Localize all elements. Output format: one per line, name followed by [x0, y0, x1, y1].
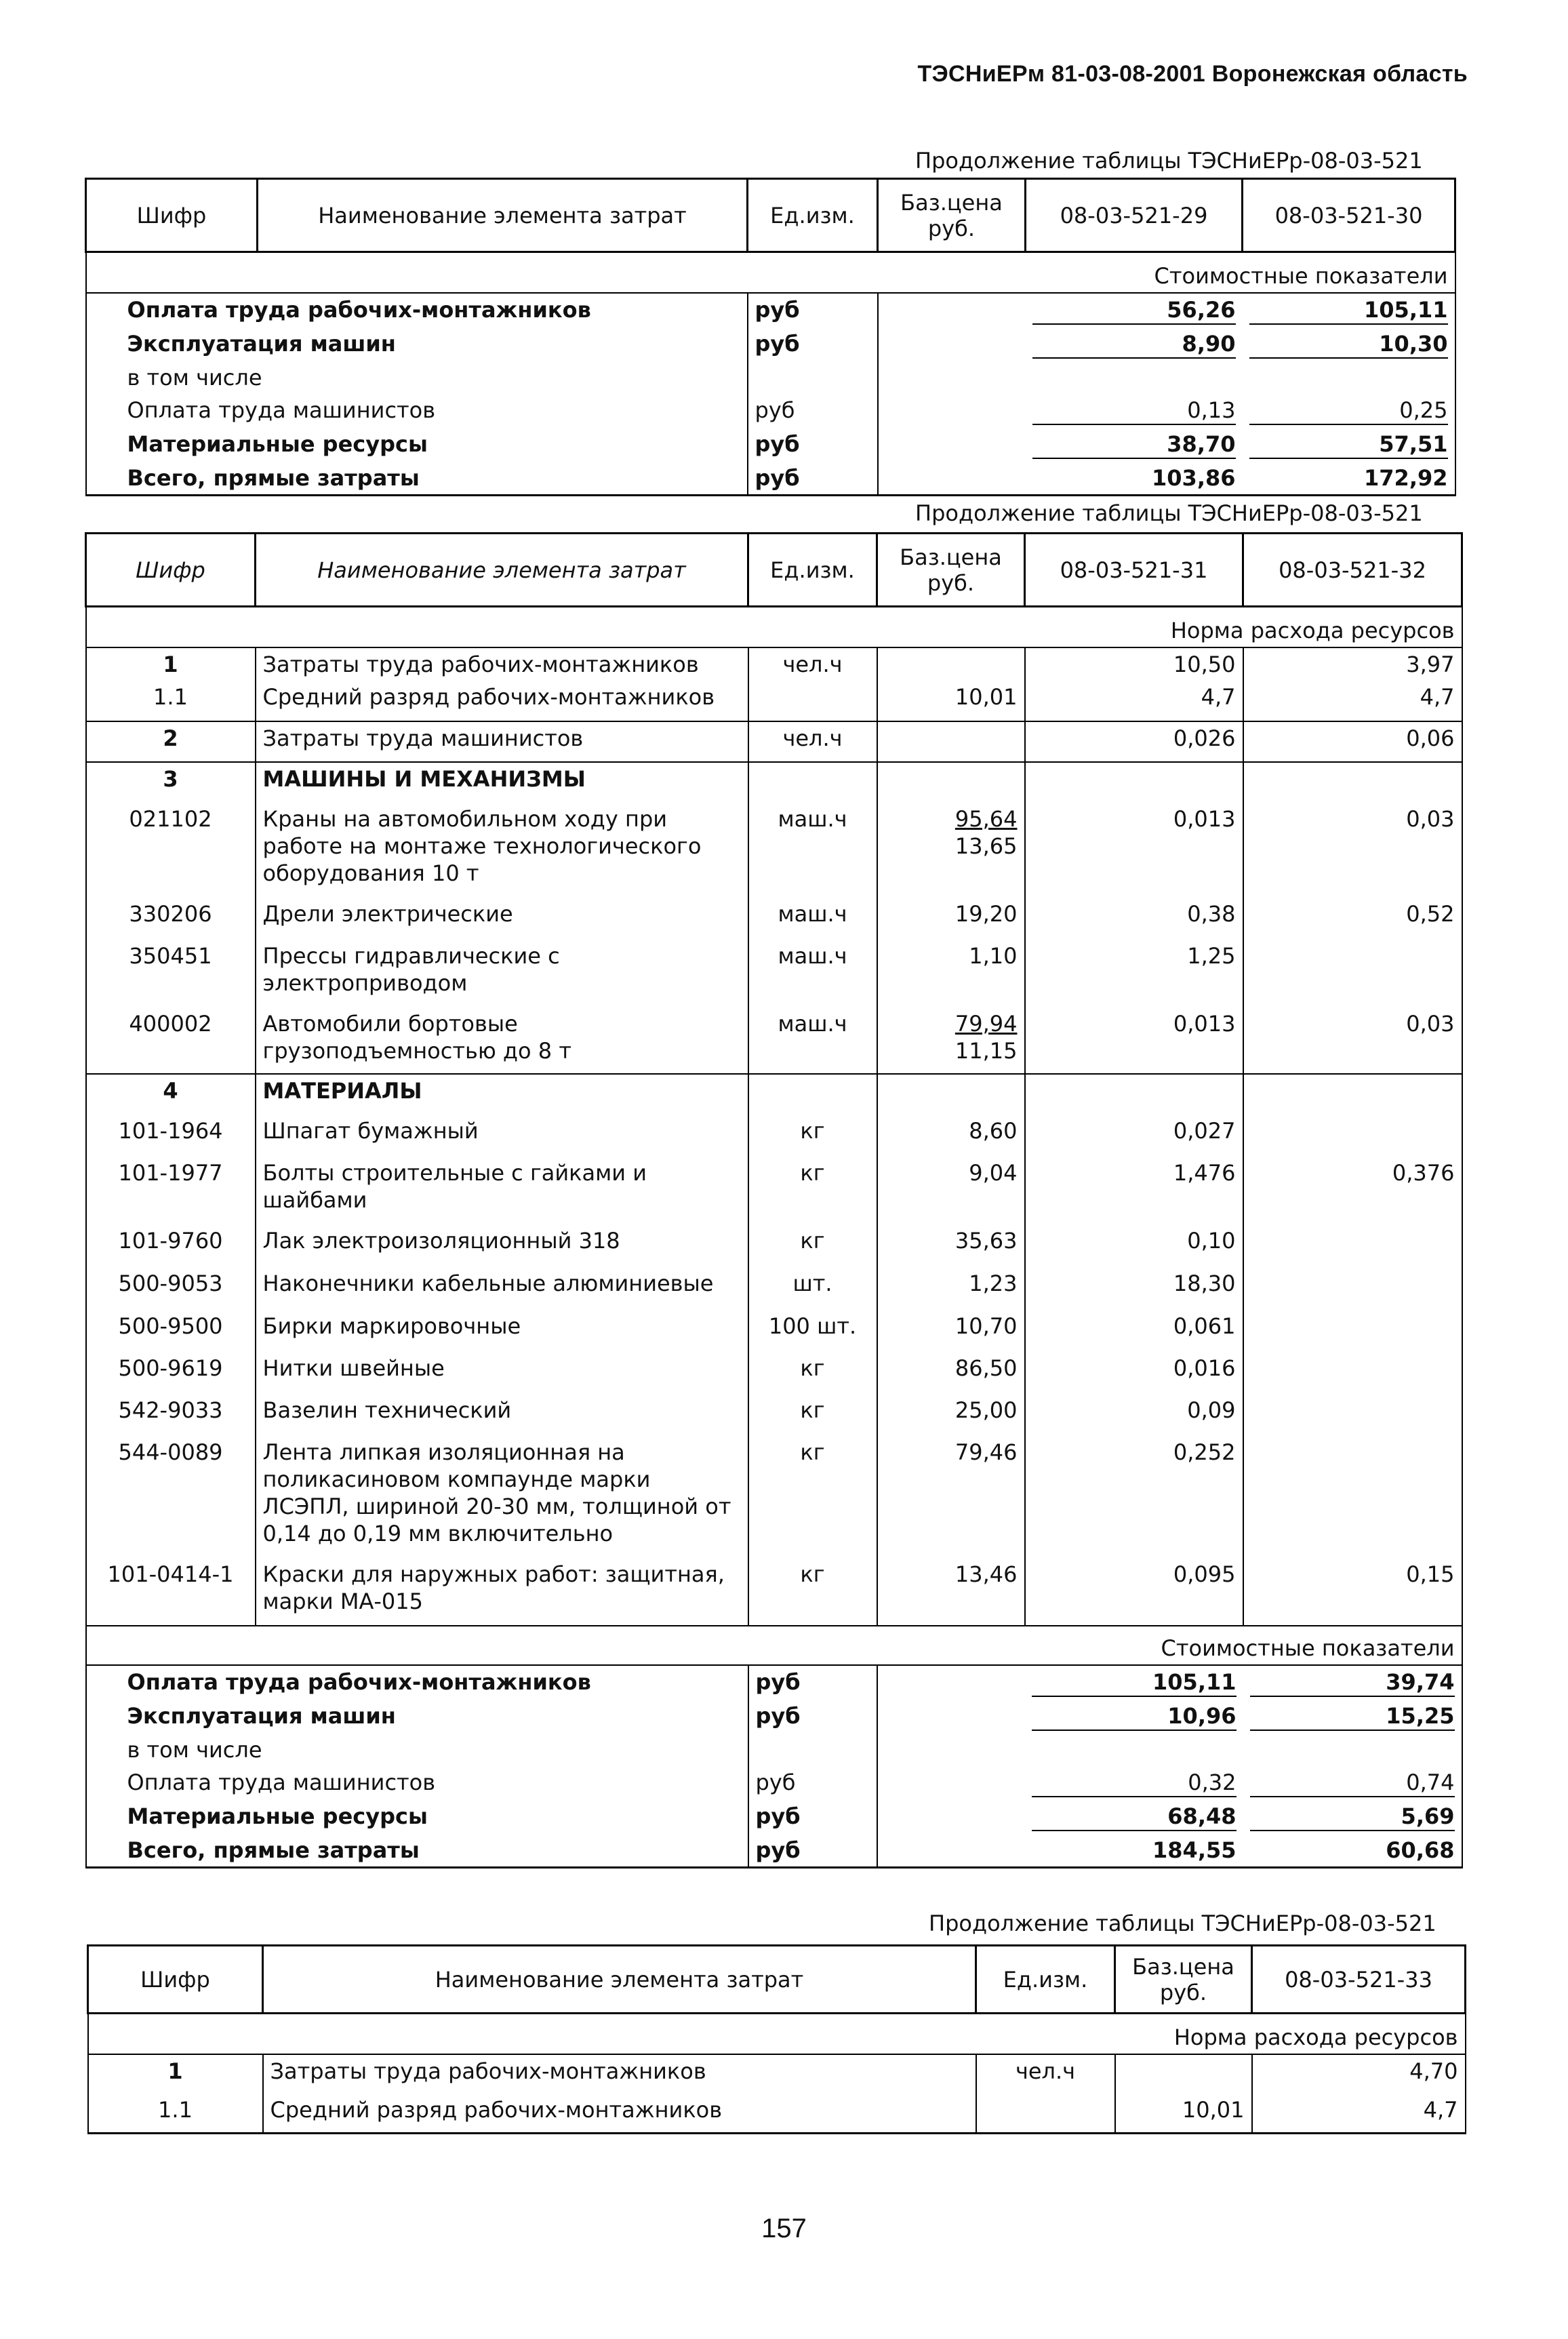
resource-code: 021102: [86, 803, 256, 898]
cost-unit: руб: [748, 1766, 877, 1800]
resource-name: Затраты труда машинистов: [256, 721, 748, 762]
resource-value-a: 1,476: [1025, 1157, 1243, 1224]
col-price-header: Баз.цена руб.: [1115, 1946, 1252, 2014]
cost-value-a: 56,26: [1032, 296, 1236, 325]
col-b-header: 08-03-521-30: [1243, 179, 1455, 252]
col-a-header: 08-03-521-31: [1025, 534, 1243, 607]
resource-unit: кг: [748, 1352, 877, 1394]
resource-name: Прессы гидравлические с электроприводом: [256, 940, 748, 1007]
resource-price: 19,20: [877, 898, 1025, 940]
resource-code: 101-9760: [86, 1224, 256, 1267]
resource-price: 9,04: [877, 1157, 1025, 1224]
resource-value-b: 0,52: [1243, 898, 1462, 940]
cost-value-a: 8,90: [1032, 330, 1236, 359]
cost-value-b: 57,51: [1249, 431, 1448, 459]
resource-name: Шпагат бумажный: [256, 1115, 748, 1157]
resource-code: 1.1: [88, 2094, 263, 2133]
cost-name: Всего, прямые затраты: [86, 1834, 748, 1868]
cost-name: в том числе: [86, 361, 748, 394]
resource-code: 330206: [86, 898, 256, 940]
resource-value-a: 0,10: [1025, 1224, 1243, 1267]
resource-value-a: 0,252: [1025, 1436, 1243, 1558]
col-code-header: Шифр: [88, 1946, 263, 2014]
cost-value-b: 172,92: [1243, 462, 1455, 496]
resource-name: Нитки швейные: [256, 1352, 748, 1394]
col-price-header: Баз.цена руб.: [877, 534, 1025, 607]
col-unit-header: Ед.изм.: [748, 534, 877, 607]
resource-price-driver: 13,65: [954, 833, 1018, 859]
col-b-header: 08-03-521-32: [1243, 534, 1462, 607]
resource-value-a: 4,70: [1252, 2054, 1466, 2094]
col-unit-header: Ед.изм.: [976, 1946, 1115, 2014]
table3: [87, 1944, 1466, 2134]
resource-value-b: 0,376: [1243, 1157, 1462, 1224]
table3-caption: Продолжение таблицы ТЭСНиЕРр-08-03-521: [929, 1911, 1436, 1936]
resource-name: Автомобили бортовые грузоподъемностью до 8 т: [256, 1007, 748, 1074]
resource-unit: маш.ч: [748, 1007, 877, 1074]
resource-code: 500-9500: [86, 1310, 256, 1352]
resource-value-b: 3,97: [1243, 647, 1462, 681]
resource-code: 4: [86, 1074, 256, 1115]
resource-unit: маш.ч: [748, 940, 877, 1007]
cost-name: Эксплуатация машин: [86, 327, 748, 361]
resource-unit: кг: [748, 1394, 877, 1436]
cost-value-b: 5,69: [1250, 1803, 1455, 1831]
cost-unit: руб: [748, 1700, 877, 1734]
resource-price: 10,01: [1115, 2094, 1252, 2133]
cost-name: Всего, прямые затраты: [86, 462, 748, 496]
cost-value-a: 0,32: [1032, 1769, 1237, 1797]
resource-value-a: 18,30: [1025, 1267, 1243, 1310]
resource-code: 350451: [86, 940, 256, 1007]
cost-value-b: 105,11: [1249, 296, 1448, 325]
resource-unit: кг: [748, 1558, 877, 1626]
cost-name: Эксплуатация машин: [86, 1700, 748, 1734]
table1: [85, 178, 1456, 496]
resource-value-a: 0,09: [1025, 1394, 1243, 1436]
resource-unit: маш.ч: [748, 898, 877, 940]
page-header: ТЭСНиЕРм 81-03-08-2001 Воронежская область: [917, 61, 1468, 87]
resource-value-a: 0,016: [1025, 1352, 1243, 1394]
resource-code: 2: [86, 721, 256, 762]
section-label: Стоимостные показатели: [86, 252, 1455, 294]
resource-code: 544-0089: [86, 1436, 256, 1558]
resource-code: 1.1: [86, 681, 256, 721]
page-number: 157: [761, 2214, 807, 2243]
resource-price: 86,50: [877, 1352, 1025, 1394]
cost-value-b: 15,25: [1250, 1702, 1455, 1731]
col-code-header: Шифр: [86, 534, 256, 607]
cost-value-b: 39,74: [1250, 1668, 1455, 1697]
cost-name: в том числе: [86, 1734, 748, 1766]
resource-value-a: 0,026: [1025, 721, 1243, 762]
section-label: Норма расхода ресурсов: [88, 2014, 1466, 2055]
resource-unit: 100 шт.: [748, 1310, 877, 1352]
resource-name: Затраты труда рабочих-монтажников: [263, 2054, 976, 2094]
cost-name: Оплата труда рабочих-монтажников: [86, 293, 748, 327]
cost-value-a: 103,86: [1026, 462, 1243, 496]
resource-name: Краны на автомобильном ходу при работе на монтаже технологического оборудования 10 т: [256, 803, 748, 898]
cost-name: Оплата труда машинистов: [86, 1766, 748, 1800]
resource-price: 35,63: [877, 1224, 1025, 1267]
resource-code: 101-1977: [86, 1157, 256, 1224]
resource-code: 101-1964: [86, 1115, 256, 1157]
resource-unit: кг: [748, 1157, 877, 1224]
section-label: Стоимостные показатели: [86, 1626, 1462, 1665]
resource-unit: чел.ч: [748, 647, 877, 681]
resource-price: 8,60: [877, 1115, 1025, 1157]
resource-price: 79,46: [877, 1436, 1025, 1558]
resource-value-a: 4,7: [1252, 2094, 1466, 2133]
cost-unit: руб: [748, 1800, 877, 1834]
resource-price: 1,10: [877, 940, 1025, 1007]
col-a-header: 08-03-521-29: [1026, 179, 1243, 252]
resource-value-a: 1,25: [1025, 940, 1243, 1007]
resource-value-b: 0,03: [1243, 803, 1462, 898]
resource-group-title: МАШИНЫ И МЕХАНИЗМЫ: [256, 762, 748, 803]
resource-name: Краски для наружных работ: защитная, марки МА-015: [256, 1558, 748, 1626]
cost-unit: руб: [748, 394, 878, 428]
col-name-header: Наименование элемента затрат: [263, 1946, 976, 2014]
resource-code: 3: [86, 762, 256, 803]
resource-name: Наконечники кабельные алюминиевые: [256, 1267, 748, 1310]
col-name-header: Наименование элемента затрат: [258, 179, 748, 252]
col-name-header: Наименование элемента затрат: [256, 534, 748, 607]
resource-value-a: 0,095: [1025, 1558, 1243, 1626]
cost-unit: руб: [748, 428, 878, 462]
cost-value-b: 10,30: [1249, 330, 1448, 359]
cost-unit: руб: [748, 293, 878, 327]
resource-value-a: 0,013: [1025, 1007, 1243, 1074]
resource-code: 542-9033: [86, 1394, 256, 1436]
resource-name: Лента липкая изоляционная на поликасиновом компаунде марки ЛСЭПЛ, шириной 20-30 мм, толщиной от 0,14 до 0,19 мм включительно: [256, 1436, 748, 1558]
resource-price: 25,00: [877, 1394, 1025, 1436]
resource-price: 1,23: [877, 1267, 1025, 1310]
resource-value-b: 0,15: [1243, 1558, 1462, 1626]
resource-name: Затраты труда рабочих-монтажников: [256, 647, 748, 681]
resource-value-b: 4,7: [1243, 681, 1462, 721]
resource-price: 95,64: [954, 806, 1018, 832]
section-label: Норма расхода ресурсов: [86, 607, 1462, 648]
resource-value-b: 0,03: [1243, 1007, 1462, 1074]
cost-value-a: 105,11: [1032, 1668, 1237, 1697]
resource-value-a: 0,027: [1025, 1115, 1243, 1157]
resource-value-a: 0,061: [1025, 1310, 1243, 1352]
resource-name: Лак электроизоляционный 318: [256, 1224, 748, 1267]
col-a-header: 08-03-521-33: [1252, 1946, 1466, 2014]
cost-value-b: 0,25: [1249, 397, 1448, 425]
resource-name: Средний разряд рабочих-монтажников: [256, 681, 748, 721]
resource-price-driver: 11,15: [954, 1038, 1018, 1064]
cost-unit: руб: [748, 462, 878, 496]
cost-value-a: 184,55: [1025, 1834, 1243, 1868]
resource-value-a: 0,38: [1025, 898, 1243, 940]
resource-code: 1: [86, 647, 256, 681]
resource-value-a: 4,7: [1025, 681, 1243, 721]
cost-value-b: 0,74: [1250, 1769, 1455, 1797]
resource-unit: маш.ч: [748, 803, 877, 898]
resource-unit: кг: [748, 1115, 877, 1157]
resource-code: 500-9053: [86, 1267, 256, 1310]
resource-code: 1: [88, 2054, 263, 2094]
resource-price: 79,94: [954, 1011, 1018, 1037]
table2-caption: Продолжение таблицы ТЭСНиЕРр-08-03-521: [915, 500, 1423, 526]
cost-name: Оплата труда рабочих-монтажников: [86, 1665, 748, 1700]
resource-code: 400002: [86, 1007, 256, 1074]
resource-unit: шт.: [748, 1267, 877, 1310]
cost-unit: руб: [748, 327, 878, 361]
resource-value-a: 0,013: [1025, 803, 1243, 898]
resource-unit: чел.ч: [748, 721, 877, 762]
resource-name: Вазелин технический: [256, 1394, 748, 1436]
col-price-header: Баз.цена руб.: [878, 179, 1026, 252]
cost-value-a: 0,13: [1032, 397, 1236, 425]
resource-name: Болты строительные с гайками и шайбами: [256, 1157, 748, 1224]
cost-value-a: 38,70: [1032, 431, 1236, 459]
cost-name: Материальные ресурсы: [86, 1800, 748, 1834]
cost-value-a: 68,48: [1032, 1803, 1237, 1831]
resource-price: 10,70: [877, 1310, 1025, 1352]
resource-code: 101-0414-1: [86, 1558, 256, 1626]
cost-name: Материальные ресурсы: [86, 428, 748, 462]
col-code-header: Шифр: [86, 179, 258, 252]
table2: [85, 532, 1463, 1868]
cost-unit: руб: [748, 1665, 877, 1700]
resource-price: 10,01: [877, 681, 1025, 721]
resource-name: Бирки маркировочные: [256, 1310, 748, 1352]
cost-name: Оплата труда машинистов: [86, 394, 748, 428]
cost-value-a: 10,96: [1032, 1702, 1237, 1731]
resource-group-title: МАТЕРИАЛЫ: [256, 1074, 748, 1115]
resource-unit: кг: [748, 1224, 877, 1267]
table1-caption: Продолжение таблицы ТЭСНиЕРр-08-03-521: [915, 148, 1423, 174]
resource-name: Средний разряд рабочих-монтажников: [263, 2094, 976, 2133]
cost-value-b: 60,68: [1243, 1834, 1462, 1868]
resource-unit: кг: [748, 1436, 877, 1558]
resource-unit: чел.ч: [976, 2054, 1115, 2094]
resource-name: Дрели электрические: [256, 898, 748, 940]
resource-value-a: 10,50: [1025, 647, 1243, 681]
cost-unit: руб: [748, 1834, 877, 1868]
col-unit-header: Ед.изм.: [748, 179, 878, 252]
resource-price: 13,46: [877, 1558, 1025, 1626]
resource-value-b: 0,06: [1243, 721, 1462, 762]
resource-code: 500-9619: [86, 1352, 256, 1394]
